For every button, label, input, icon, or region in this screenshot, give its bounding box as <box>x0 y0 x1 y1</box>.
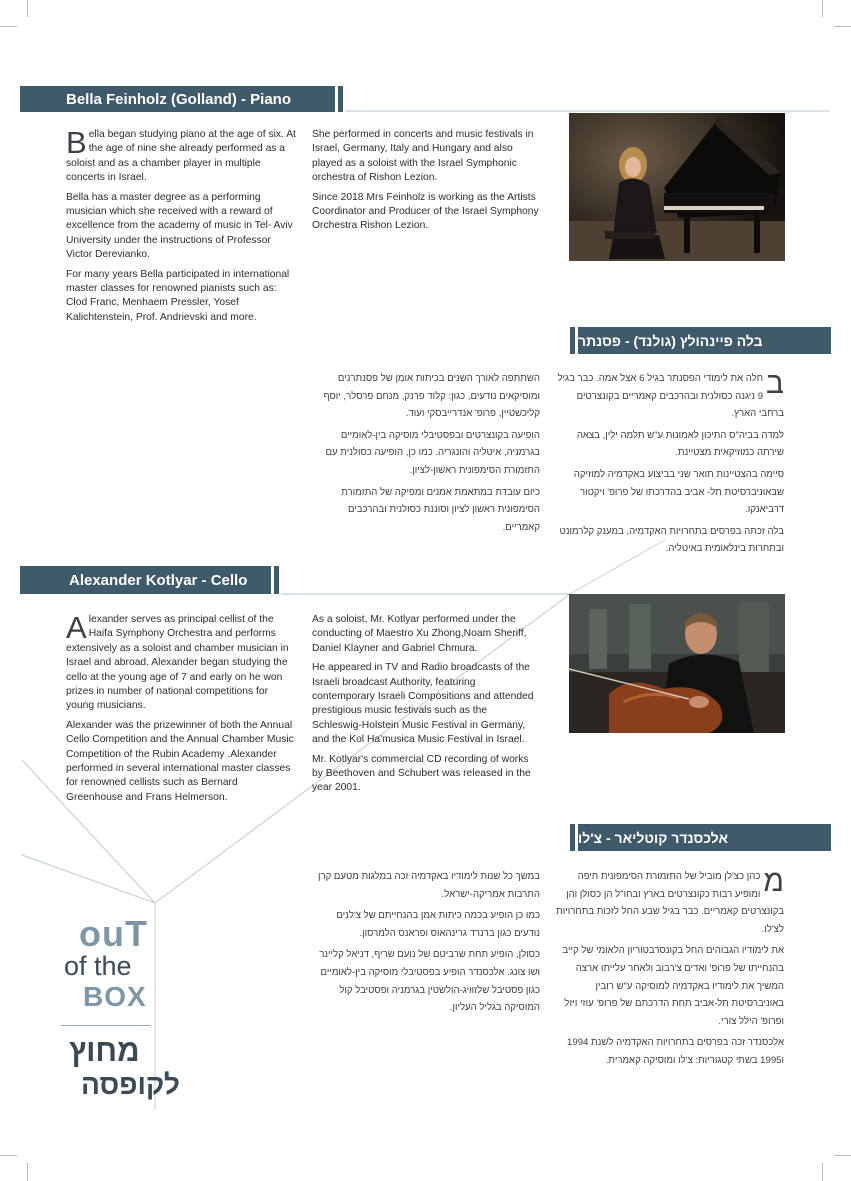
banner-accent-bar <box>570 327 575 354</box>
logo-hebrew-line2: לקופסה <box>81 1069 180 1100</box>
alexander-english-col2 <box>312 613 534 801</box>
section-title-alexander-hebrew <box>578 824 831 851</box>
cellist-photo <box>569 594 785 733</box>
alexander-hebrew-right-col <box>556 865 784 1074</box>
out-of-the-box-logo <box>55 905 205 1115</box>
drop-cap: מ <box>763 865 784 898</box>
paragraph <box>556 367 784 423</box>
paragraph: Alexander was the prizewinner of both the Annual Cello Competition and the Annual Chamber Music Competition of the Rubin Academy .Alexander performed in several international master classes for renowned cellists such as Bernard Greenhouse and Frans Helmerson. <box>66 719 294 803</box>
paragraph: השתתפה לאורך השנים בכיתות אומן של פסנתרנים ומוסיקאים נודעים, כגון: קלוד פרנק, מנחם פרסלר, יוסף קליכשטיין, פרופ' אנדרייבסקי ועוד. <box>323 373 540 420</box>
paragraph: למדה בביה"ס התיכון לאמונות ע"ש תלמה ילין, בצאה שירתה כמוזיקאית מצטיינת. <box>576 429 784 459</box>
paragraph: כסולן, הופיע תחת שרביטם של נועם שריף, דניאל קליינר ושו צונג. אלכסנדר הופיע בפסטיבלי מוסיקה בין-לאומיים כגון פסטיבל שלזוויג-הולשטין בגרמניה ופסטיבל קול המוסיקה בגליל העליון. <box>319 949 540 1014</box>
logo-line-box: BOX <box>83 981 147 1012</box>
paragraph: את לימודיו הגבוהים החל בקונסרבטוריון הלאומי של קייב בהנחייתו של פרופ' ואדים צ'רבוב ולאחר עלייתו ארצה המשיך את לימודיו באקדמיה למוסיקה ע"ש רובין באוניברסיטת תל-אביב תחת הדרכתם של פרופ' עוזי ויזל ופרופ' הילל צורי. <box>562 945 784 1027</box>
section-title-text: Alexander Kotlyar - Cello <box>69 571 248 589</box>
section-title-text: אלכסנדר קוטליאר - צ'לו <box>578 829 729 846</box>
logo-line-of-the: of the <box>64 951 132 981</box>
section-title-alexander <box>20 566 271 594</box>
paragraph: Mr. Kotlyar's commercial CD recording of works by Beethoven and Schubert was released in the year 2001. <box>312 753 531 794</box>
paragraph: He appeared in TV and Radio broadcasts of the Israeli broadcast Authority, featuring contemporary Israeli Compositions and attended prestigious music festivals such as the Schleswig-Holstein Music Festival in Germany, and the Kol Ha'musica Music Festival in Israel. <box>312 662 534 746</box>
bella-english-col1 <box>66 125 296 330</box>
paragraph: She performed in concerts and music festivals in Israel, Germany, Italy and Hungary and also played as a soloist with the Israel Symphonic orchestra of Rishon Lezion. <box>312 129 534 184</box>
logo-hebrew-line1: מחוץ <box>69 1033 140 1068</box>
paragraph: כמו כן הופיע בכמה כיתות אמן בהנחייתם של צ'לנים נודעים כגון ברנרד גרינהאוס ופראנס הלמרסון. <box>336 910 540 939</box>
paragraph: במשך כל שנות לימודיו באקדמיה זכה במלגות מטעם קרן התרבות אמריקה-ישראל. <box>317 871 540 900</box>
paragraph <box>66 610 296 714</box>
banner-accent-bar <box>274 566 279 594</box>
paragraph: בלה זכתה בפרסים בתחרויות האקדמיה, במענק קלרמונט ובתחרות בינלאומית באיטליה. <box>559 525 784 555</box>
drop-cap: ב <box>766 367 784 400</box>
alexander-english-col1 <box>66 610 296 810</box>
banner-accent-bar <box>570 824 575 851</box>
pianist-illustration <box>569 113 785 261</box>
pianist-photo <box>569 113 785 261</box>
section-title-text: Bella Feinholz (Golland) - Piano <box>66 90 292 108</box>
alexander-hebrew-left-col <box>310 868 540 1021</box>
paragraph: כיום עובדת במתאמת אמנים ומפיקה של התזמורת הסימפונית ראשון לציון וסוננת כסולנית ובהרכבים קאמריים. <box>341 486 540 533</box>
bella-english-col2 <box>312 128 544 239</box>
bella-hebrew-left-col <box>310 370 540 540</box>
paragraph <box>66 125 296 186</box>
paragraph: סיימה בהצטיינות תואר שני בביצוע באקדמיה למוזיקה שבאוניברסיטת תל- אביב בהדרכתו של פרופ' ויקטור דרביאנקו. <box>573 468 784 516</box>
cellist-illustration <box>569 594 785 733</box>
logo-divider <box>61 1025 151 1026</box>
paragraph: הופיעה בקונצרטים ובפסטיבלי מוסיקה בין-לאומיים בגרמניה, איטליה והונגריה. כמו כן, הופיעה כסולנית עם התזמורת הסימפונית ראשון-לציון. <box>325 429 540 476</box>
paragraph: אלכסנדר זכה בפרסים בתחרויות האקדמיה לשנת 1994 ו1995 בשתי קטגוריות: צ'לו ומוסיקה קאמרית. <box>567 1037 784 1066</box>
drop-cap: A <box>66 610 87 645</box>
paragraph-text: כהן כצ'לן מוביל של התזמורת הסימפונית חיפה ומופיע רבות כקונצרטים בארץ ובחו"ל הן כסולן והן בקונצרטים קאמריים. כבר בגיל שבע החל לזכות בתחרויות לצ'לו. <box>556 871 784 935</box>
paragraph: Since 2018 Mrs Feinholz is working as the Artists Coordinator and Producer of the Israel Symphony Orchestra Rishon Lezion. <box>312 191 539 232</box>
paragraph-text: ella began studying piano at the age of six. At the age of nine she already performed as a soloist and as a chamber player in multiple concerts in Israel. <box>66 129 296 184</box>
paragraph: For many years Bella participated in international master classes for renowned pianists such as: Clod Franc, Menhaem Pressler, Yosef Kalichtenstein, Prof. Andrievski and more. <box>66 268 290 323</box>
paragraph-text: חלה את לימודי הפסנתר בגיל 6 אצל אמה. כבר בגיל 9 ניגנה כסולנית ובהרכבים קאמריים בקונצרטים ברחבי הארץ. <box>557 373 784 420</box>
paragraph: As a soloist, Mr. Kotlyar performed under the conducting of Maestro Xu Zhong,Noam Sheriff, Daniel Klayner and Gabriel Chmura. <box>312 614 527 654</box>
paragraph <box>556 865 784 938</box>
paragraph-text: lexander serves as principal cellist of the Haifa Symphony Orchestra and performs extensively as a soloist and chamber musician in Israel and abroad. Alexander began studying the cello at the young age of 7 and early on he won prizes in number of national competitions for young musicians. <box>66 614 289 712</box>
banner-accent-bar <box>338 86 343 112</box>
section-title-bella <box>20 86 335 112</box>
logo-line-out: ouT <box>79 913 148 954</box>
section-title-text: בלה פיינהולץ (גולנד) - פסנתר <box>578 332 763 349</box>
paragraph: Bella has a master degree as a performing musician which she received with a reward of excellence from the academy of music in Tel- Aviv University under the instructions of Professor Victor Derevianko. <box>66 191 293 261</box>
drop-cap: B <box>66 125 87 160</box>
section-title-bella-hebrew <box>578 327 831 354</box>
bella-hebrew-right-col <box>556 367 784 562</box>
